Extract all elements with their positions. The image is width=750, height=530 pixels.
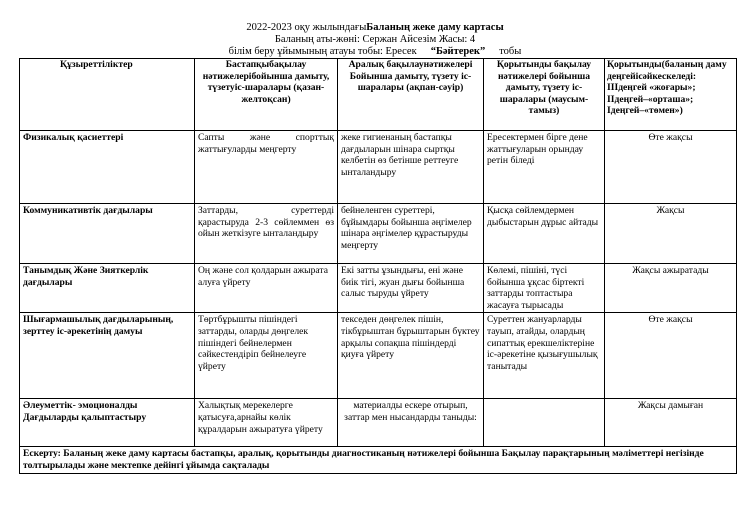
column-header-level: Қорытынды(баланың даму деңгейісәйкескеледі: ІІІдеңгей «жоғары»; ІІдеңгей–«орташа»; Ідеңгей–«төмен») [605,59,737,131]
document-title: Баланың жеке даму картасы [366,22,504,33]
competence-cell: Коммуникативтік дағдылары [20,204,195,264]
initial-cell: Сапты және спорттық жаттығуларды меңгерту [195,131,338,204]
column-header-competence: Құзыреттіліктер [20,59,195,131]
header-line-1 [0,22,750,34]
column-header-interim: Аралық бақылаунәтижелері Бойынша дамыту, түзету іс-шаралары (ақпан-сәуір) [338,59,484,131]
interim-cell: жеке гигиенаның бастапқы дағдыларын шінара сыртқы келбетін өз бетінше реттеуге ынталандыру [338,131,484,204]
final-cell [484,399,605,447]
competence-cell: Шығармашылық дағдыларының, зерттеу іс-әрекетінің дамуы [20,313,195,399]
column-header-final: Қорытынды бақылау нәтижелері бойынша дамыту, түзету іс-шаралары (маусым-тамыз) [484,59,605,131]
interim-cell: Екі затты ұзындығы, ені және биік тігі, жуан дығы бойынша салыс тыруды үйрету [338,264,484,313]
initial-cell: Заттарды, суреттерді қарастыруда 2-3 сөйлеммен өз ойын жеткізуге ынталандыру [195,204,338,264]
development-card-table [19,58,737,474]
organization-group-label: білім беру ұйымының атауы тобы: Ересек [228,46,417,57]
document-header [0,22,750,58]
initial-cell: Төртбұрышты пішіндегі заттарды, оларды дөңгелек пішіндегі бейнелермен сәйкестендіріп бейнелеуге үйрету [195,313,338,399]
competence-cell: Танымдық Және Зияткерлік дағдылары [20,264,195,313]
level-cell: Өте жақсы [605,313,737,399]
note-row [20,447,737,473]
academic-year: 2022-2023 оқу жылындағы [246,22,367,33]
level-cell: Өте жақсы [605,131,737,204]
child-name-line: Баланың аты-жөні: Сержан Айсезім Жасы: 4 [274,34,476,45]
interim-cell: материалды ескере отырып, заттар мен нысандарды таныды: [338,399,484,447]
level-cell: Жақсы ажыратады [605,264,737,313]
table-row [20,131,737,204]
final-cell: Көлемі, пішіні, түсі бойынша ұқсас біртекті заттарды топтастыра жасауға тырысады [484,264,605,313]
table-row [20,313,737,399]
table-row [20,264,737,313]
group-suffix: тобы [499,46,522,57]
table-header-row [20,59,737,131]
table-row [20,204,737,264]
group-name: “Бәйтерек” [430,46,486,57]
table-row [20,399,737,447]
group-line [0,46,750,58]
competence-cell: Физикалық қасиеттері [20,131,195,204]
final-cell: Ересектермен бірге дене жаттығуларын орындау ретін біледі [484,131,605,204]
level-cell: Жақсы дамыған [605,399,737,447]
initial-cell: Халықтық мерекелерге қатысуға,арнайы көлік құралдарын ажыратуға үйрету [195,399,338,447]
column-header-initial: Бастапқыбақылау нәтижелерібойынша дамыту, түзетуіс-шаралары (қазан-желтоқсан) [195,59,338,131]
initial-cell: Оң және сол қолдарын ажырата алуға үйрету [195,264,338,313]
interim-cell: текседен дөңгелек пішін, тікбұрыштан бұрыштарын бүктеу арқылы сопақша пішіндерді қиуға үйрету [338,313,484,399]
final-cell: Суреттен жануарларды тауып, атайды, олардың сипаттық ерекшеліктеріне іс-әрекетіне қызығушылық танытады [484,313,605,399]
final-cell: Қысқа сөйлемдермен дыбыстарын дұрыс айтады [484,204,605,264]
interim-cell: бейнеленген суреттері, бұйымдары бойынша әңгімелер шінара әңгімелер құрастыруды меңгерту [338,204,484,264]
competence-cell: Әлеуметтік- эмоционалды Дағдыларды қалыптастыру [20,399,195,447]
footnote: Ескерту: Баланың жеке даму картасы бастапқы, аралық, қорытынды диагностиканың нәтижелері бойынша Бақылау парақтарының мәліметтері негізінде толтырылады және мектепке дейінгі ұйымда сақталады [20,447,737,473]
level-cell: Жақсы [605,204,737,264]
